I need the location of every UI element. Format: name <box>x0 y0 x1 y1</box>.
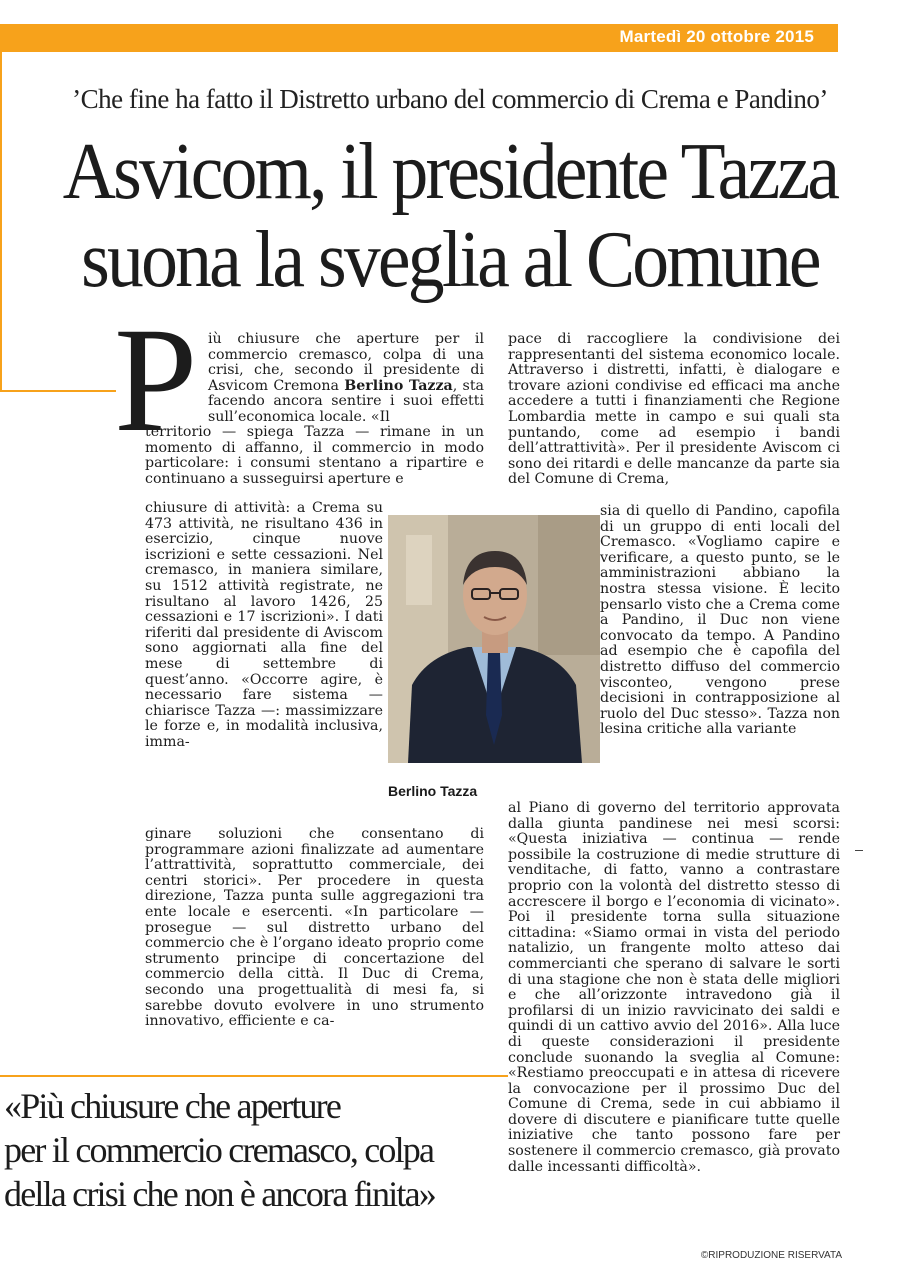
pull-quote-line-3: della crisi che non è ancora finita» <box>4 1174 435 1214</box>
pull-quote-line-1: «Più chiusure che aperture <box>4 1086 341 1126</box>
body-column-1-opening <box>208 332 484 426</box>
body-text: , sta facendo ancora sentire i suoi effetti sull’economica locale. «Il <box>208 377 484 425</box>
accent-rule-left-foot <box>0 390 116 392</box>
portrait-photo <box>388 515 600 763</box>
body-column-2-top: pace di raccogliere la condivisione dei rappresentanti del sistema economico locale. Attraverso i distretti, infatti, è dialogare e trovare azioni condivise ed efficaci ma anche accedere a tutti i finanziamenti che Regione Lombardia mette in campo e sui quali sta puntando, come ad esempio i bandi dell’attrattività». Per il presidente Aviscom ci sono dei ritardi e delle mancanze da parte sia del Comune di Crema, <box>508 331 840 488</box>
headline-line-1: Asvicom, il presidente Tazza <box>62 128 838 216</box>
body-column-1-bottom: ginare soluzioni che consentano di programmare azioni finalizzate ad aumentare l’attrattività, soprattutto commerciale, dei centri storici». Per procedere in questa direzione, Tazza punta sulle aggregazioni tra ente locale e esercenti. «In particolare — prosegue — sul distretto urbano del commercio che è l’organo ideato proprio come strumento principe di concertazione del commercio della città. Il Duc di Crema, secondo una progettualità di mesi fa, si sarebbe dovuto evolvere in uno strumento innovativo, efficiente e ca- <box>145 826 484 1030</box>
article-headline <box>54 128 845 304</box>
headline-line-2: suona la sveglia al Comune <box>81 216 819 304</box>
accent-rule-top <box>0 50 838 52</box>
body-column-1-wrap: chiusure di attività: a Crema su 473 attività, ne risultano 436 in esercizio, cinque nuove iscrizioni e sette cessazioni. Nel cremasco, in maniera similare, su 1512 attività registrate, ne risultano al lavoro 1426, 25 cessazioni e 17 iscrizioni». I dati riferiti dal presidente di Aviscom sono aggiornati alla fine del mese di settembre di quest’anno. «Occorre agire, è necessario fare sistema — chiarisce Tazza —: massimizzare le forze e, in modalità inclusiva, imma- <box>145 500 383 750</box>
accent-rule-pullquote <box>0 1075 508 1077</box>
person-name: Berlino Tazza <box>344 377 453 394</box>
publication-date: Martedì 20 ottobre 2015 <box>619 27 814 46</box>
pull-quote <box>4 1084 504 1216</box>
body-column-1-full: territorio — spiega Tazza — rimane in un momento di affanno, il commercio in modo particolare: i consumi stentano a ripartire e continuano a susseguirsi aperture e <box>145 424 484 487</box>
copyright-notice: ©RIPRODUZIONE RISERVATA <box>700 1250 842 1261</box>
body-text: iù chiusure che aperture per il commercio cremasco, colpa di una crisi, che, secondo il presidente di Asvicom Cremona <box>208 331 484 394</box>
pull-quote-line-2: per il commercio cremasco, colpa <box>4 1130 434 1170</box>
margin-mark <box>855 850 863 851</box>
date-banner <box>0 24 838 50</box>
article-kicker: ’Che fine ha fatto il Distretto urbano del commercio di Crema e Pandino’ <box>72 84 828 114</box>
photo-caption: Berlino Tazza <box>388 783 478 799</box>
body-column-2-wrap: sia di quello di Pandino, capofila di un gruppo di enti locali del Cremasco. «Vogliamo capire e verificare, a questo punto, se le amministrazioni abbiano la nostra stessa visione. È lecito pensarlo visto che a Crema come a Pandino, il Duc non viene convocato da tempo. A Pandino ad esempio che è capofila del distretto diffuso del commercio visconteo, vengono prese decisioni in contrapposizione al ruolo del Duc stesso». Tazza non lesina critiche alla variante <box>600 503 840 738</box>
body-column-2-bottom: al Piano di governo del territorio approvata dalla giunta pandinese nei mesi scorsi: «Questa iniziativa — continua — rende possibile la costruzione di medie strutture di venditache, di fatto, vanno a contrastare proprio con la volontà del distretto stesso di accrescere il borgo e l’economia di vicinato». Poi il presidente torna sulla situazione cittadina: «Siamo ormai in vista del periodo natalizio, un frangente molto atteso dai commercianti che sperano di salvare le sorti di una stagione che non è stata delle migliori e che all’orizzonte intravedono già il profilarsi di un inizio ravvicinato dei saldi e quindi di un cattivo avvio del 2016». Alla luce di queste considerazioni il presidente conclude suonando la sveglia al Comune: «Restiamo preoccupati e in attesa di ricevere la convocazione per il prossimo Duc del Comune di Crema, sede in cui abbiamo il dovere di discutere e pianificare tutte quelle iniziative che tanto possono fare per sostenere il commercio cremasco, già provato dalle incessanti difficoltà». <box>508 800 840 1175</box>
drop-cap: P <box>114 297 198 463</box>
portrait-illustration <box>388 515 600 763</box>
